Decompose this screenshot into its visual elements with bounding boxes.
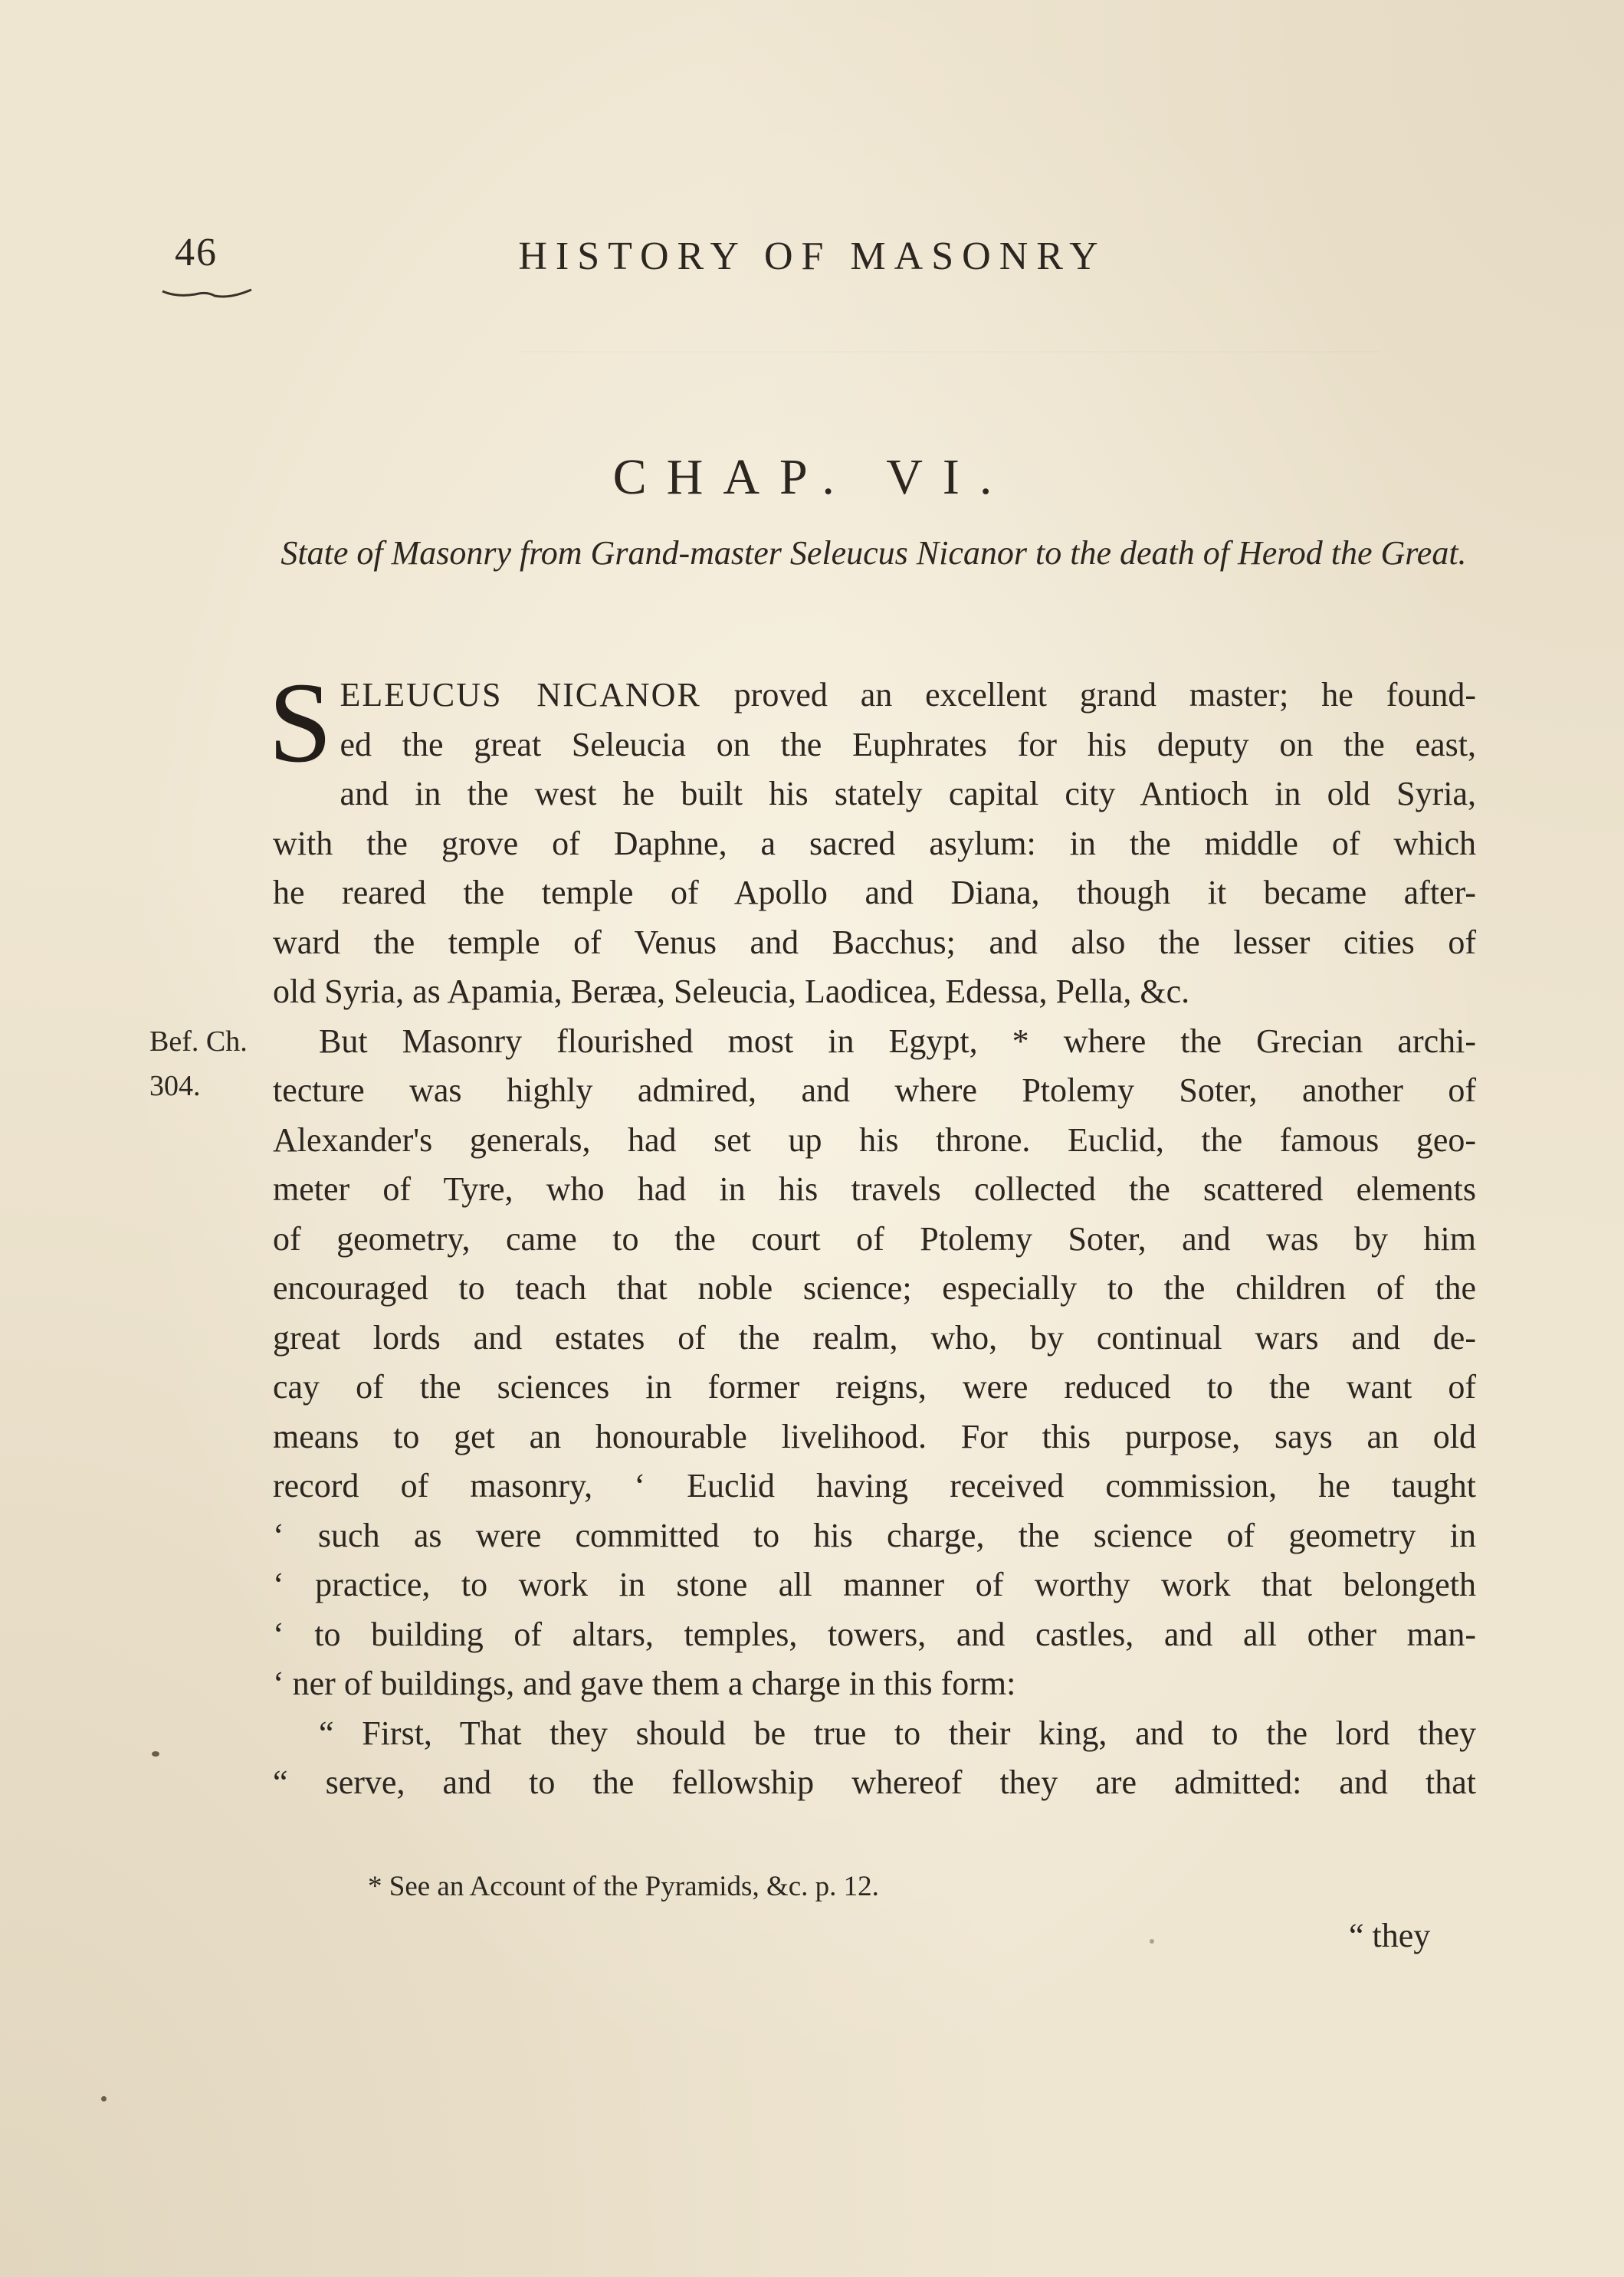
body-line: with the grove of Daphne, a sacred asylum: in the middle of which — [273, 824, 1476, 862]
margin-note-line-2: 304. — [149, 1070, 201, 1102]
body-line: tecture was highly admired, and where Ptolemy Soter, another of — [273, 1071, 1476, 1109]
catchword: “ they — [1349, 1917, 1431, 1954]
body-line: cay of the sciences in former reigns, were reduced to the want of — [273, 1368, 1476, 1406]
body-line-1-text: proved an excellent grand master; he found- — [733, 676, 1477, 714]
body-line-1 — [273, 671, 1476, 720]
show-through-rule — [521, 307, 1380, 353]
body-line: means to get an honourable livelihood. For this purpose, says an old — [273, 1417, 1476, 1455]
footnote: * See an Account of the Pyramids, &c. p. 12. — [368, 1871, 879, 1902]
body-line: ‘ practice, to work in stone all manner of worthy work that belongeth — [273, 1566, 1476, 1603]
body-line: ‘ ner of buildings, and gave them a charge in this form: — [273, 1665, 1016, 1702]
body-line: great lords and estates of the realm, who, by continual wars and de- — [273, 1318, 1476, 1357]
paper-speck — [152, 1751, 159, 1757]
chapter-title: CHAP. VI. — [612, 449, 1012, 505]
body-line: “ First, That they should be true to their king, and to the lord they — [319, 1714, 1476, 1752]
paper-speck — [1150, 1939, 1154, 1944]
paper-speck — [101, 2096, 107, 2101]
margin-note-date — [149, 1019, 248, 1108]
body-line: he reared the temple of Apollo and Diana, though it became after- — [273, 874, 1476, 911]
body-line: meter of Tyre, who had in his travels collected the scattered elements — [273, 1170, 1476, 1208]
body-line: Alexander's generals, had set up his throne. Euclid, the famous geo- — [273, 1120, 1476, 1159]
body-line: “ serve, and to the fellowship whereof they are admitted: and that — [273, 1764, 1476, 1801]
body-line: ward the temple of Venus and Bacchus; and also the lesser cities of — [273, 923, 1476, 961]
body-line: old Syria, as Apamia, Beræa, Seleucia, Laodicea, Edessa, Pella, &c. — [273, 973, 1190, 1010]
body-line: ed the great Seleucia on the Euphrates for his deputy on the east, — [340, 725, 1476, 763]
body-line: ‘ such as were committed to his charge, the science of geometry in — [273, 1516, 1476, 1554]
body-line: ‘ to building of altars, temples, towers, and castles, and all other man- — [273, 1615, 1476, 1653]
body-text — [268, 659, 1477, 1808]
body-line: But Masonry flourished most in Egypt, * where the Grecian archi- — [319, 1022, 1476, 1060]
page-number-flourish — [161, 285, 253, 300]
body-line: and in the west he built his stately capital city Antioch in old Syria, — [340, 775, 1476, 812]
body-line: record of masonry, ‘ Euclid having received commission, he taught — [273, 1467, 1476, 1504]
drop-cap: S — [268, 659, 333, 786]
margin-note-line-1: Bef. Ch. — [149, 1025, 248, 1058]
opening-small-caps: ELEUCUS NICANOR — [340, 676, 701, 714]
page-number: 46 — [175, 231, 218, 274]
running-title: HISTORY OF MASONRY — [518, 235, 1107, 278]
chapter-subtitle: State of Masonry from Grand-master Seleucus Nicanor to the death of Herod the Great. — [281, 534, 1467, 572]
body-line: of geometry, came to the court of Ptolemy Soter, and was by him — [273, 1219, 1476, 1258]
body-line: encouraged to teach that noble science; especially to the children of the — [273, 1269, 1476, 1307]
